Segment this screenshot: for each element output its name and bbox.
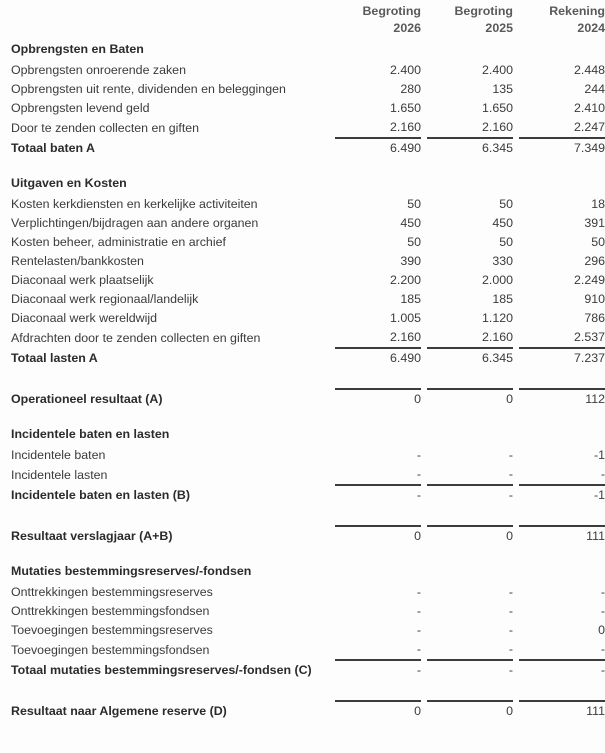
- row-value-col2: 50: [499, 197, 513, 211]
- spacer-row: [0, 505, 605, 526]
- total-value-col2: -: [427, 660, 513, 680]
- row-value-col3: 2.448: [573, 63, 605, 77]
- row-value-col3: 786: [584, 311, 605, 325]
- result-reserve-col2: 0: [427, 701, 513, 721]
- total-value-col3: 7.237: [519, 348, 605, 368]
- row-label: Diaconaal werk plaatselijk: [11, 273, 154, 287]
- row-label: Kosten beheer, administratie en archief: [11, 235, 226, 249]
- table-row: [0, 621, 605, 640]
- table-header-titles: [0, 0, 605, 20]
- row-value-col2: 2.160: [481, 120, 513, 134]
- table-row: [0, 328, 605, 348]
- spacer-row: [0, 368, 605, 389]
- row-label: Toevoegingen bestemmingsfondsen: [11, 643, 210, 657]
- row-value-col3: 296: [584, 254, 605, 268]
- spacer-row: [0, 158, 605, 171]
- table-row: [0, 290, 605, 309]
- row-value-col1: 50: [407, 197, 421, 211]
- row-label: Onttrekkingen bestemmingsfondsen: [11, 604, 210, 618]
- row-value-col1: -: [416, 623, 421, 637]
- header-blank-cell: [0, 0, 335, 20]
- spacer-row: [0, 546, 605, 559]
- row-value-col1: 2.400: [389, 63, 421, 77]
- row-value-col2: 2.160: [481, 330, 513, 344]
- row-value-col1: -: [416, 642, 421, 656]
- row-label: Incidentele baten: [11, 448, 106, 462]
- result-year-col3: 111: [519, 526, 605, 546]
- row-label: Diaconaal werk wereldwijd: [11, 311, 157, 325]
- row-value-col3: 2.247: [573, 120, 605, 134]
- row-value-col2: -: [508, 467, 513, 481]
- row-value-col2: -: [508, 604, 513, 618]
- total-value-col2: -: [427, 485, 513, 505]
- row-value-col1: -: [416, 467, 421, 481]
- row-value-col3: 244: [584, 82, 605, 96]
- row-value-col3: 18: [591, 197, 605, 211]
- row-value-col1: 185: [400, 292, 421, 306]
- row-value-col1: 2.200: [389, 273, 421, 287]
- row-value-col1: 2.160: [389, 330, 421, 344]
- row-value-col2: 2.000: [481, 273, 513, 287]
- row-label: Onttrekkingen bestemmingsreserves: [11, 585, 213, 599]
- row-value-col1: -: [416, 448, 421, 462]
- total-value-col1: 6.490: [335, 138, 421, 158]
- row-value-col2: 185: [492, 292, 513, 306]
- table-row: [0, 602, 605, 621]
- row-value-col2: -: [508, 642, 513, 656]
- table-row: [0, 80, 605, 99]
- section-heading-income: [0, 37, 605, 61]
- table-row: [0, 640, 605, 660]
- total-row-label: Totaal baten A: [11, 141, 95, 155]
- row-value-col3: -: [600, 642, 605, 656]
- row-value-col3: 910: [584, 292, 605, 306]
- row-label: Door te zenden collecten en giften: [11, 121, 200, 135]
- row-value-col1: 2.160: [389, 120, 421, 134]
- total-value-col2: 6.345: [427, 138, 513, 158]
- row-value-col3: -: [600, 604, 605, 618]
- result-year-label: Resultaat verslagjaar (A+B): [11, 529, 173, 543]
- result-reserve-col3: 111: [519, 701, 605, 721]
- total-row-income: [0, 138, 605, 158]
- table-row: [0, 252, 605, 271]
- row-value-col2: -: [508, 448, 513, 462]
- row-value-col2: 135: [492, 82, 513, 96]
- table-row: [0, 271, 605, 290]
- row-label: Opbrengsten uit rente, dividenden en beleggingen: [11, 82, 286, 96]
- result-year-row: [0, 526, 605, 546]
- table-row: [0, 446, 605, 465]
- spacer-row: [0, 409, 605, 422]
- section-heading-incidental-label: Incidentele baten en lasten: [11, 427, 170, 441]
- row-value-col3: 50: [591, 235, 605, 249]
- row-label: Opbrengsten onroerende zaken: [11, 63, 186, 77]
- spacer-row: [0, 680, 605, 701]
- row-value-col3: -: [600, 467, 605, 481]
- row-value-col2: 330: [492, 254, 513, 268]
- row-value-col2: -: [508, 623, 513, 637]
- row-value-col2: 1.120: [481, 311, 513, 325]
- header-col2-year: 2025: [485, 21, 513, 35]
- row-value-col3: 0: [598, 623, 605, 637]
- total-row-expenses: [0, 348, 605, 368]
- header-col3-year: 2024: [577, 21, 605, 35]
- row-value-col1: -: [416, 604, 421, 618]
- row-value-col1: 1.650: [389, 101, 421, 115]
- row-value-col2: 2.400: [481, 63, 513, 77]
- table-row: [0, 465, 605, 485]
- total-row-incidental: [0, 485, 605, 505]
- row-value-col2: 1.650: [481, 101, 513, 115]
- total-value-col1: -: [335, 660, 421, 680]
- row-value-col3: 2.410: [573, 101, 605, 115]
- row-value-col2: -: [508, 585, 513, 599]
- row-value-col1: 50: [407, 235, 421, 249]
- section-heading-mutations: [0, 559, 605, 583]
- row-label: Afdrachten door te zenden collecten en giften: [11, 331, 261, 345]
- header-col2-title: Begroting: [454, 4, 513, 18]
- table-row: [0, 583, 605, 602]
- row-value-col1: 390: [400, 254, 421, 268]
- row-value-col1: -: [416, 585, 421, 599]
- table-row: [0, 214, 605, 233]
- row-value-col1: 450: [400, 216, 421, 230]
- table-header-years: [0, 20, 605, 37]
- total-row-label: Totaal lasten A: [11, 351, 98, 365]
- total-value-col3: 7.349: [519, 138, 605, 158]
- header-blank-cell-2: [0, 20, 335, 37]
- row-value-col3: -: [600, 585, 605, 599]
- total-value-col1: -: [335, 485, 421, 505]
- total-value-col3: -1: [519, 485, 605, 505]
- result-reserve-label: Resultaat naar Algemene reserve (D): [11, 704, 227, 718]
- total-row-label: Totaal mutaties bestemmingsreserves/-fondsen (C): [11, 663, 312, 677]
- section-heading-expenses: [0, 171, 605, 195]
- operational-result-col1: 0: [335, 389, 421, 409]
- section-heading-incidental: [0, 422, 605, 446]
- row-value-col1: 1.005: [389, 311, 421, 325]
- header-col1-year: 2026: [393, 21, 421, 35]
- table-row: [0, 61, 605, 80]
- row-value-col3: 2.537: [573, 330, 605, 344]
- operational-result-row: [0, 389, 605, 409]
- row-value-col3: -1: [593, 448, 605, 462]
- header-col3-title: Rekening: [549, 4, 605, 18]
- table-row: [0, 118, 605, 138]
- row-value-col2: 50: [499, 235, 513, 249]
- result-reserve-row: [0, 701, 605, 721]
- result-reserve-col1: 0: [335, 701, 421, 721]
- row-label: Incidentele lasten: [11, 468, 108, 482]
- row-label: Diaconaal werk regionaal/landelijk: [11, 292, 199, 306]
- operational-result-label: Operationeel resultaat (A): [11, 392, 163, 406]
- table-row: [0, 309, 605, 328]
- section-heading-mutations-label: Mutaties bestemmingsreserves/-fondsen: [11, 564, 252, 578]
- table-row: [0, 195, 605, 214]
- result-year-col2: 0: [427, 526, 513, 546]
- result-year-col1: 0: [335, 526, 421, 546]
- table-row: [0, 233, 605, 252]
- total-value-col2: 6.345: [427, 348, 513, 368]
- total-value-col1: 6.490: [335, 348, 421, 368]
- row-label: Opbrengsten levend geld: [11, 101, 150, 115]
- total-row-label: Incidentele baten en lasten (B): [11, 488, 191, 502]
- operational-result-col2: 0: [427, 389, 513, 409]
- row-label: Verplichtingen/bijdragen aan andere organen: [11, 216, 259, 230]
- section-heading-expenses-label: Uitgaven en Kosten: [11, 176, 127, 190]
- operational-result-col3: 112: [519, 389, 605, 409]
- table-row: [0, 99, 605, 118]
- row-value-col2: 450: [492, 216, 513, 230]
- row-value-col1: 280: [400, 82, 421, 96]
- row-value-col3: 2.249: [573, 273, 605, 287]
- total-row-mutations: [0, 660, 605, 680]
- row-label: Toevoegingen bestemmingsreserves: [11, 623, 213, 637]
- section-heading-income-label: Opbrengsten en Baten: [11, 42, 144, 56]
- header-col1-title: Begroting: [362, 4, 421, 18]
- row-value-col3: 391: [584, 216, 605, 230]
- total-value-col3: -: [519, 660, 605, 680]
- row-label: Kosten kerkdiensten en kerkelijke activiteiten: [11, 197, 258, 211]
- row-label: Rentelasten/bankkosten: [11, 254, 144, 268]
